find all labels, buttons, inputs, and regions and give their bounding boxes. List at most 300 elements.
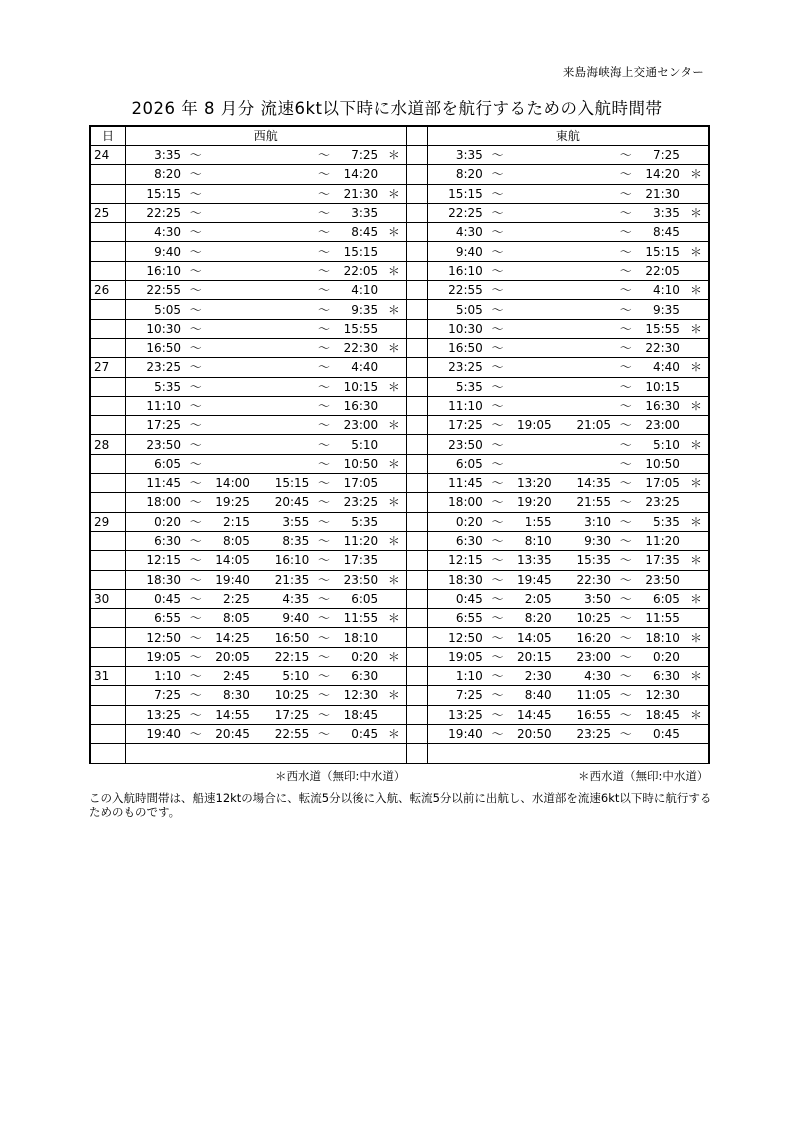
column-separator [406, 281, 427, 300]
tilde-mark: ～ [313, 435, 334, 454]
channel-mark [684, 647, 709, 666]
tilde-mark: ～ [487, 628, 508, 647]
w-start-time: 6:05 [126, 454, 185, 473]
e-pause-start [508, 300, 556, 319]
w-resume-time [254, 146, 313, 165]
channel-mark [382, 474, 406, 493]
e-resume-time [556, 338, 615, 357]
day-cell [90, 474, 126, 493]
w-start-time: 19:40 [126, 724, 185, 743]
w-start-time: 17:25 [126, 416, 185, 435]
w-end-time: 18:45 [335, 705, 383, 724]
w-resume-time [254, 242, 313, 261]
e-resume-time: 3:10 [556, 512, 615, 531]
e-resume-time: 11:05 [556, 686, 615, 705]
channel-mark [684, 493, 709, 512]
e-end-time: 11:55 [636, 609, 684, 628]
w-pause-start: 19:25 [206, 493, 254, 512]
table-row [90, 242, 709, 261]
w-resume-time: 15:15 [254, 474, 313, 493]
tilde-mark: ～ [615, 435, 636, 454]
tilde-mark: ～ [487, 551, 508, 570]
w-end-time: 0:45 [335, 724, 383, 743]
channel-mark [684, 454, 709, 473]
e-pause-start [508, 184, 556, 203]
table-row [90, 512, 709, 531]
e-start-time: 0:45 [427, 589, 486, 608]
e-start-time: 6:55 [427, 609, 486, 628]
w-pause-start [206, 300, 254, 319]
table-row [90, 686, 709, 705]
w-pause-start: 14:05 [206, 551, 254, 570]
e-pause-start [508, 261, 556, 280]
tilde-mark: ～ [487, 165, 508, 184]
column-separator [406, 744, 427, 763]
day-cell [90, 531, 126, 550]
day-cell [90, 609, 126, 628]
w-resume-time [254, 377, 313, 396]
e-resume-time [556, 281, 615, 300]
e-pause-start: 20:15 [508, 647, 556, 666]
w-start-time: 16:50 [126, 338, 185, 357]
tilde-mark: ～ [615, 281, 636, 300]
tilde-mark: ～ [313, 724, 334, 743]
channel-mark [382, 435, 406, 454]
table-row [90, 358, 709, 377]
w-pause-start: 8:05 [206, 609, 254, 628]
tilde-mark: ～ [313, 551, 334, 570]
w-end-time: 23:25 [335, 493, 383, 512]
tilde-mark: ～ [313, 165, 334, 184]
tilde-mark: ～ [313, 705, 334, 724]
w-resume-time: 8:35 [254, 531, 313, 550]
e-pause-start [508, 146, 556, 165]
day-cell [90, 705, 126, 724]
e-end-time: 23:25 [636, 493, 684, 512]
tilde-mark: ～ [313, 589, 334, 608]
w-resume-time [254, 184, 313, 203]
e-start-time: 22:25 [427, 203, 486, 222]
tilde-mark: ～ [313, 686, 334, 705]
channel-mark [684, 223, 709, 242]
tilde-mark: ～ [313, 319, 334, 338]
e-resume-time: 9:30 [556, 531, 615, 550]
w-resume-time: 16:50 [254, 628, 313, 647]
w-end-time: 7:25 [335, 146, 383, 165]
w-pause-start: 2:25 [206, 589, 254, 608]
column-separator [406, 396, 427, 415]
tilde-mark: ～ [185, 531, 206, 550]
table-row [90, 435, 709, 454]
w-resume-time [254, 396, 313, 415]
tilde-mark: ～ [487, 435, 508, 454]
column-separator [406, 724, 427, 743]
w-start-time: 6:30 [126, 531, 185, 550]
w-resume-time: 21:35 [254, 570, 313, 589]
w-end-time: 23:00 [335, 416, 383, 435]
w-pause-start: 14:55 [206, 705, 254, 724]
e-start-time: 16:10 [427, 261, 486, 280]
w-end-time: 14:20 [335, 165, 383, 184]
tilde-mark: ～ [185, 551, 206, 570]
e-end-time: 16:30 [636, 396, 684, 415]
day-cell [90, 647, 126, 666]
w-resume-time: 22:15 [254, 647, 313, 666]
e-start-time: 3:35 [427, 146, 486, 165]
e-start-time: 16:50 [427, 338, 486, 357]
channel-mark [382, 203, 406, 222]
e-pause-start: 13:35 [508, 551, 556, 570]
column-separator [406, 589, 427, 608]
table-row [90, 165, 709, 184]
e-end-time: 22:30 [636, 338, 684, 357]
column-separator [406, 667, 427, 686]
channel-mark: ＊ [382, 686, 406, 705]
e-start-time: 8:20 [427, 165, 486, 184]
tilde-mark: ～ [313, 570, 334, 589]
w-pause-start [206, 203, 254, 222]
w-start-time: 16:10 [126, 261, 185, 280]
e-pause-start [508, 435, 556, 454]
tilde-mark: ～ [615, 358, 636, 377]
w-resume-time [254, 358, 313, 377]
e-pause-start [508, 454, 556, 473]
e-start-time: 15:15 [427, 184, 486, 203]
table-row [90, 261, 709, 280]
e-resume-time [556, 377, 615, 396]
tilde-mark: ～ [313, 493, 334, 512]
channel-mark [382, 667, 406, 686]
tilde-mark [487, 744, 508, 763]
organization-name: 来島海峡海上交通センター [562, 65, 704, 79]
e-start-time [427, 744, 486, 763]
tilde-mark: ～ [615, 551, 636, 570]
e-start-time: 0:20 [427, 512, 486, 531]
w-pause-start [206, 261, 254, 280]
channel-mark [382, 628, 406, 647]
channel-mark: ＊ [684, 203, 709, 222]
channel-mark [684, 300, 709, 319]
timetable [89, 125, 710, 764]
e-start-time: 11:45 [427, 474, 486, 493]
w-pause-start [206, 281, 254, 300]
column-separator [406, 242, 427, 261]
w-start-time: 18:30 [126, 570, 185, 589]
channel-mark: ＊ [684, 628, 709, 647]
column-separator [406, 377, 427, 396]
w-end-time: 23:50 [335, 570, 383, 589]
e-pause-start: 19:45 [508, 570, 556, 589]
table-row [90, 281, 709, 300]
e-start-time: 12:50 [427, 628, 486, 647]
e-pause-start [508, 223, 556, 242]
e-end-time: 17:05 [636, 474, 684, 493]
channel-mark: ＊ [382, 300, 406, 319]
e-resume-time: 4:30 [556, 667, 615, 686]
channel-mark [684, 686, 709, 705]
w-resume-time: 3:55 [254, 512, 313, 531]
day-cell [90, 570, 126, 589]
e-pause-start [508, 281, 556, 300]
channel-mark: ＊ [382, 377, 406, 396]
column-separator [406, 686, 427, 705]
w-end-time: 4:40 [335, 358, 383, 377]
w-end-time: 11:20 [335, 531, 383, 550]
w-start-time: 0:20 [126, 512, 185, 531]
w-pause-start: 20:05 [206, 647, 254, 666]
w-resume-time: 22:55 [254, 724, 313, 743]
w-end-time: 8:45 [335, 223, 383, 242]
e-start-time: 6:30 [427, 531, 486, 550]
e-resume-time: 15:35 [556, 551, 615, 570]
channel-mark: ＊ [684, 512, 709, 531]
day-cell: 25 [90, 203, 126, 222]
day-cell [90, 223, 126, 242]
tilde-mark: ～ [615, 705, 636, 724]
tilde-mark: ～ [313, 338, 334, 357]
e-resume-time [556, 223, 615, 242]
column-separator [406, 512, 427, 531]
tilde-mark: ～ [615, 261, 636, 280]
e-resume-time [556, 165, 615, 184]
channel-mark: ＊ [382, 724, 406, 743]
tilde-mark: ～ [487, 358, 508, 377]
tilde-mark: ～ [487, 338, 508, 357]
w-resume-time [254, 300, 313, 319]
e-resume-time: 21:55 [556, 493, 615, 512]
tilde-mark: ～ [487, 609, 508, 628]
e-end-time: 5:35 [636, 512, 684, 531]
w-pause-start [206, 146, 254, 165]
tilde-mark: ～ [615, 628, 636, 647]
channel-mark [382, 165, 406, 184]
tilde-mark: ～ [185, 358, 206, 377]
w-end-time: 17:05 [335, 474, 383, 493]
tilde-mark: ～ [487, 223, 508, 242]
w-start-time: 18:00 [126, 493, 185, 512]
e-end-time: 7:25 [636, 146, 684, 165]
day-cell: 28 [90, 435, 126, 454]
w-pause-start: 14:25 [206, 628, 254, 647]
w-end-time: 6:30 [335, 667, 383, 686]
table-row [90, 474, 709, 493]
e-end-time: 3:35 [636, 203, 684, 222]
w-start-time: 1:10 [126, 667, 185, 686]
tilde-mark: ～ [615, 146, 636, 165]
channel-mark: ＊ [382, 338, 406, 357]
w-resume-time [254, 165, 313, 184]
e-resume-time: 23:25 [556, 724, 615, 743]
e-pause-start [508, 396, 556, 415]
w-resume-time [254, 319, 313, 338]
table-row [90, 416, 709, 435]
day-cell [90, 551, 126, 570]
tilde-mark: ～ [313, 628, 334, 647]
table-row [90, 609, 709, 628]
tilde-mark: ～ [487, 531, 508, 550]
w-start-time: 5:05 [126, 300, 185, 319]
e-start-time: 1:10 [427, 667, 486, 686]
tilde-mark: ～ [487, 667, 508, 686]
w-resume-time [254, 261, 313, 280]
w-pause-start [206, 358, 254, 377]
channel-mark [382, 512, 406, 531]
day-cell: 29 [90, 512, 126, 531]
tilde-mark: ～ [185, 686, 206, 705]
e-start-time: 23:50 [427, 435, 486, 454]
w-resume-time: 20:45 [254, 493, 313, 512]
e-end-time: 10:15 [636, 377, 684, 396]
w-end-time: 10:50 [335, 454, 383, 473]
channel-mark [684, 338, 709, 357]
e-start-time: 12:15 [427, 551, 486, 570]
w-pause-start: 8:05 [206, 531, 254, 550]
tilde-mark: ～ [185, 261, 206, 280]
channel-mark [382, 242, 406, 261]
channel-mark: ＊ [684, 319, 709, 338]
day-cell [90, 319, 126, 338]
e-resume-time [556, 261, 615, 280]
e-resume-time [556, 319, 615, 338]
tilde-mark: ～ [313, 184, 334, 203]
e-end-time: 9:35 [636, 300, 684, 319]
tilde-mark [313, 744, 334, 763]
e-pause-start [508, 165, 556, 184]
e-start-time: 6:05 [427, 454, 486, 473]
e-start-time: 9:40 [427, 242, 486, 261]
w-end-time: 18:10 [335, 628, 383, 647]
column-separator [406, 531, 427, 550]
w-resume-time: 16:10 [254, 551, 313, 570]
tilde-mark: ～ [313, 647, 334, 666]
e-start-time: 13:25 [427, 705, 486, 724]
table-row [90, 570, 709, 589]
channel-mark: ＊ [382, 261, 406, 280]
e-end-time: 6:05 [636, 589, 684, 608]
w-start-time: 11:45 [126, 474, 185, 493]
table-row [90, 184, 709, 203]
w-pause-start: 8:30 [206, 686, 254, 705]
e-pause-start: 2:05 [508, 589, 556, 608]
w-pause-start [206, 338, 254, 357]
tilde-mark: ～ [615, 686, 636, 705]
column-separator [406, 416, 427, 435]
e-end-time: 23:00 [636, 416, 684, 435]
tilde-mark: ～ [487, 203, 508, 222]
tilde-mark: ～ [185, 570, 206, 589]
w-end-time: 12:30 [335, 686, 383, 705]
tilde-mark: ～ [185, 300, 206, 319]
e-start-time: 23:25 [427, 358, 486, 377]
tilde-mark: ～ [185, 319, 206, 338]
tilde-mark: ～ [487, 589, 508, 608]
w-end-time: 10:15 [335, 377, 383, 396]
e-end-time: 4:40 [636, 358, 684, 377]
w-resume-time [254, 223, 313, 242]
channel-mark [382, 551, 406, 570]
tilde-mark: ～ [615, 512, 636, 531]
w-start-time [126, 744, 185, 763]
tilde-mark: ～ [313, 223, 334, 242]
e-pause-start: 8:20 [508, 609, 556, 628]
e-end-time: 6:30 [636, 667, 684, 686]
w-start-time: 12:15 [126, 551, 185, 570]
tilde-mark: ～ [487, 396, 508, 415]
e-pause-start [508, 338, 556, 357]
w-pause-start [206, 454, 254, 473]
column-separator [406, 358, 427, 377]
column-separator [406, 203, 427, 222]
tilde-mark: ～ [313, 377, 334, 396]
w-end-time: 4:10 [335, 281, 383, 300]
w-pause-start: 2:15 [206, 512, 254, 531]
channel-mark [382, 319, 406, 338]
tilde-mark: ～ [487, 281, 508, 300]
e-resume-time [556, 242, 615, 261]
tilde-mark: ～ [313, 203, 334, 222]
legend-west: ＊西水道（無印:中水道） [275, 769, 406, 783]
tilde-mark: ～ [487, 416, 508, 435]
w-pause-start: 14:00 [206, 474, 254, 493]
tilde-mark: ～ [313, 396, 334, 415]
table-row [90, 454, 709, 473]
table-row [90, 551, 709, 570]
tilde-mark: ～ [615, 493, 636, 512]
tilde-mark: ～ [615, 242, 636, 261]
w-end-time: 21:30 [335, 184, 383, 203]
tilde-mark: ～ [313, 512, 334, 531]
e-pause-start [508, 203, 556, 222]
tilde-mark: ～ [615, 396, 636, 415]
w-pause-start [206, 416, 254, 435]
tilde-mark: ～ [615, 203, 636, 222]
table-row [90, 705, 709, 724]
e-start-time: 18:00 [427, 493, 486, 512]
column-separator [406, 165, 427, 184]
tilde-mark: ～ [615, 531, 636, 550]
tilde-mark: ～ [487, 319, 508, 338]
w-start-time: 23:50 [126, 435, 185, 454]
tilde-mark: ～ [185, 146, 206, 165]
w-start-time: 0:45 [126, 589, 185, 608]
table-row [90, 319, 709, 338]
tilde-mark: ～ [615, 416, 636, 435]
channel-mark: ＊ [684, 396, 709, 415]
channel-mark [382, 358, 406, 377]
channel-mark [382, 396, 406, 415]
e-start-time: 19:40 [427, 724, 486, 743]
table-row [90, 589, 709, 608]
channel-mark: ＊ [382, 184, 406, 203]
day-cell: 30 [90, 589, 126, 608]
tilde-mark: ～ [615, 454, 636, 473]
tilde-mark [615, 744, 636, 763]
channel-mark [684, 146, 709, 165]
e-resume-time [556, 454, 615, 473]
e-resume-time [556, 300, 615, 319]
e-resume-time [556, 146, 615, 165]
tilde-mark: ～ [615, 609, 636, 628]
column-separator [406, 570, 427, 589]
channel-mark: ＊ [684, 589, 709, 608]
column-separator [406, 261, 427, 280]
tilde-mark [185, 744, 206, 763]
w-end-time: 9:35 [335, 300, 383, 319]
channel-mark [684, 724, 709, 743]
e-end-time: 14:20 [636, 165, 684, 184]
table-row [90, 744, 709, 763]
day-cell: 31 [90, 667, 126, 686]
